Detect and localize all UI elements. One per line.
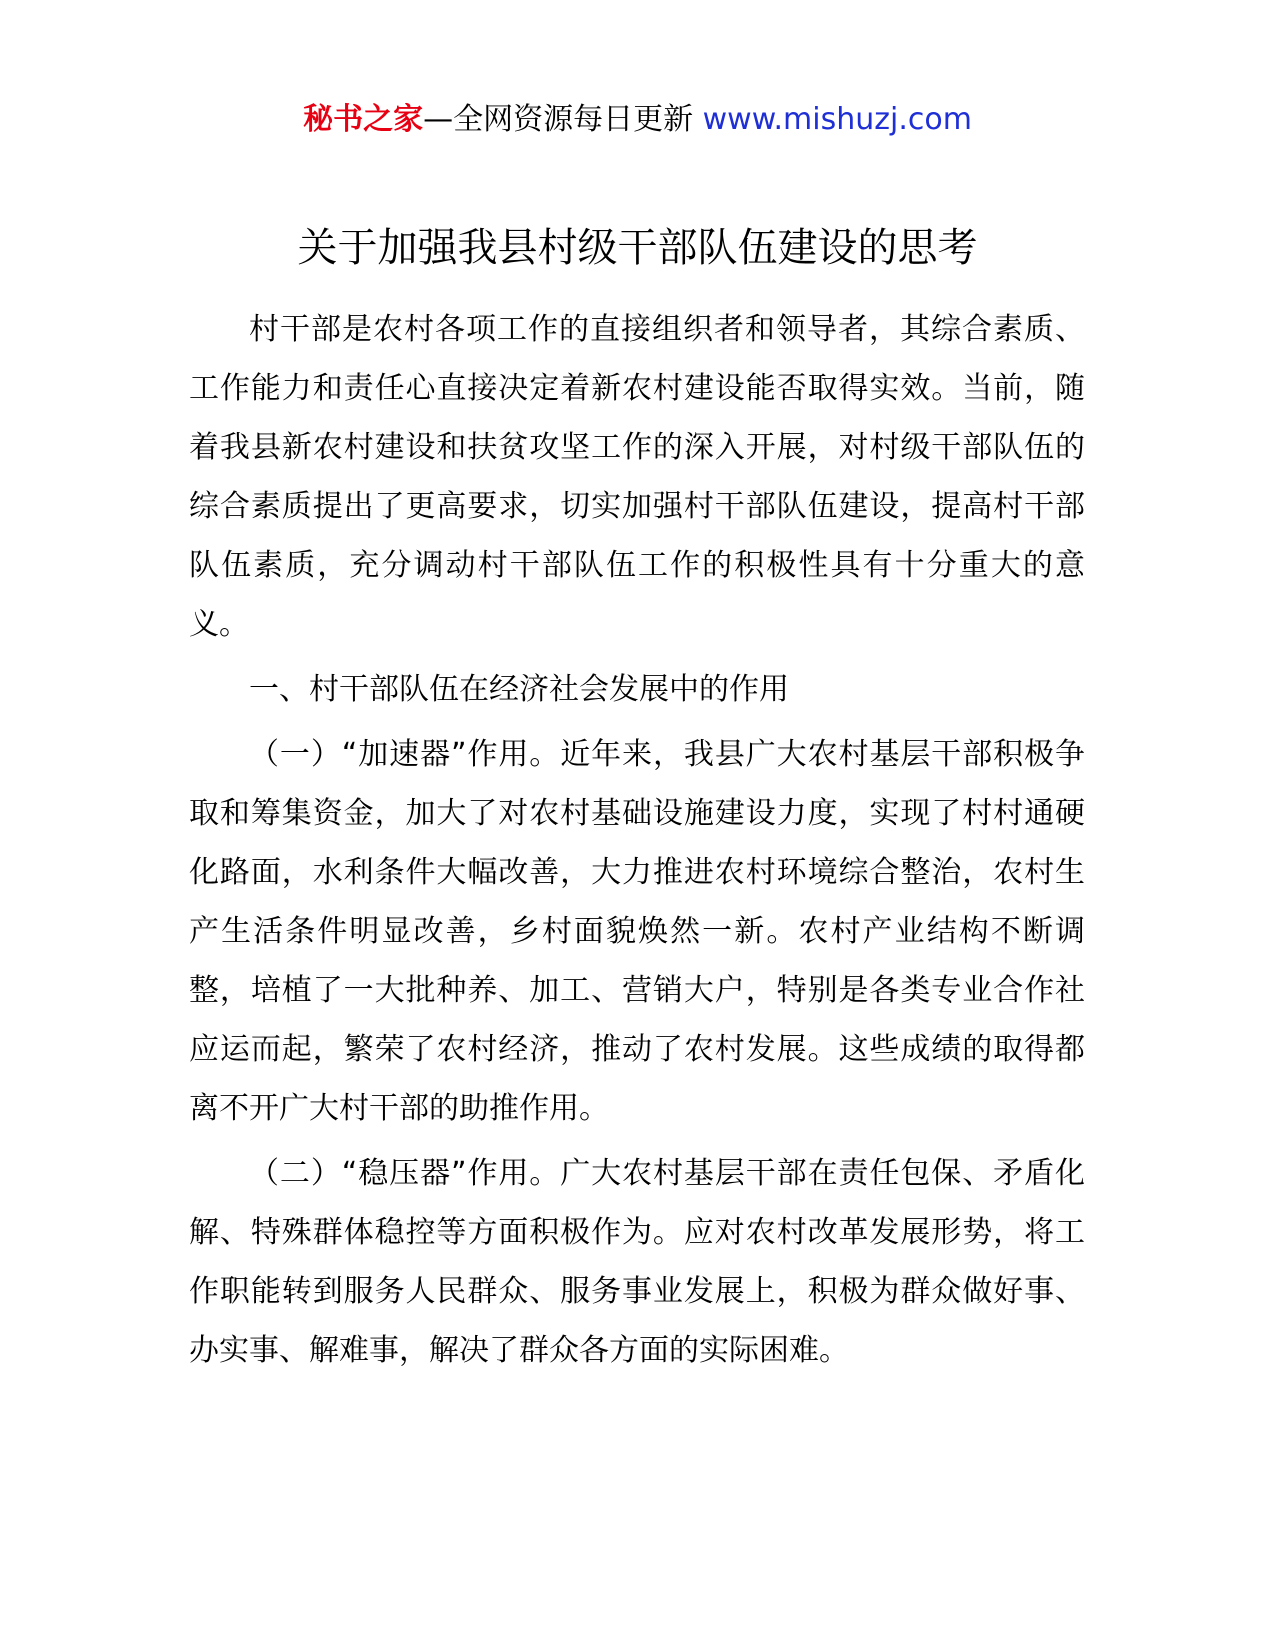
section-item-accelerator: （一）“加速器”作用。近年来，我县广大农村基层干部积极争取和筹集资金，加大了对农村基础设施建设力度，实现了村村通硬化路面，水利条件大幅改善，大力推进农村环境综合整治，农村生产生活条件明显改善，乡村面貌焕然一新。农村产业结构不断调整，培植了一大批种养、加工、营销大户，特别是各类专业合作社应运而起，繁荣了农村经济，推动了农村发展。这些成绩的取得都离不开广大村干部的助推作用。: [189, 737, 1085, 1126]
website-link[interactable]: www.mishuzj.com: [702, 102, 972, 137]
header-tagline: —全网资源每日更新: [423, 102, 703, 137]
section-heading: 一、村干部队伍在经济社会发展中的作用: [249, 672, 789, 707]
brand-name: 秘书之家: [303, 102, 424, 137]
intro-paragraph: 村干部是农村各项工作的直接组织者和领导者，其综合素质、工作能力和责任心直接决定着新农村建设能否取得实效。当前，随着我县新农村建设和扶贫攻坚工作的深入开展，对村级干部队伍的综合素质提出了更高要求，切实加强村干部队伍建设，提高村干部队伍素质，充分调动村干部队伍工作的积极性具有十分重大的意义。: [189, 312, 1085, 642]
page-header: [0, 97, 1275, 143]
document-title: 关于加强我县村级干部队伍建设的思考: [297, 225, 978, 271]
document-body: [189, 300, 1085, 1386]
section-item-stabilizer: （二）“稳压器”作用。广大农村基层干部在责任包保、矛盾化解、特殊群体稳控等方面积极作为。应对农村改革发展形势，将工作职能转到服务人民群众、服务事业发展上，积极为群众做好事、办实事、解难事，解决了群众各方面的实际困难。: [189, 1156, 1085, 1368]
